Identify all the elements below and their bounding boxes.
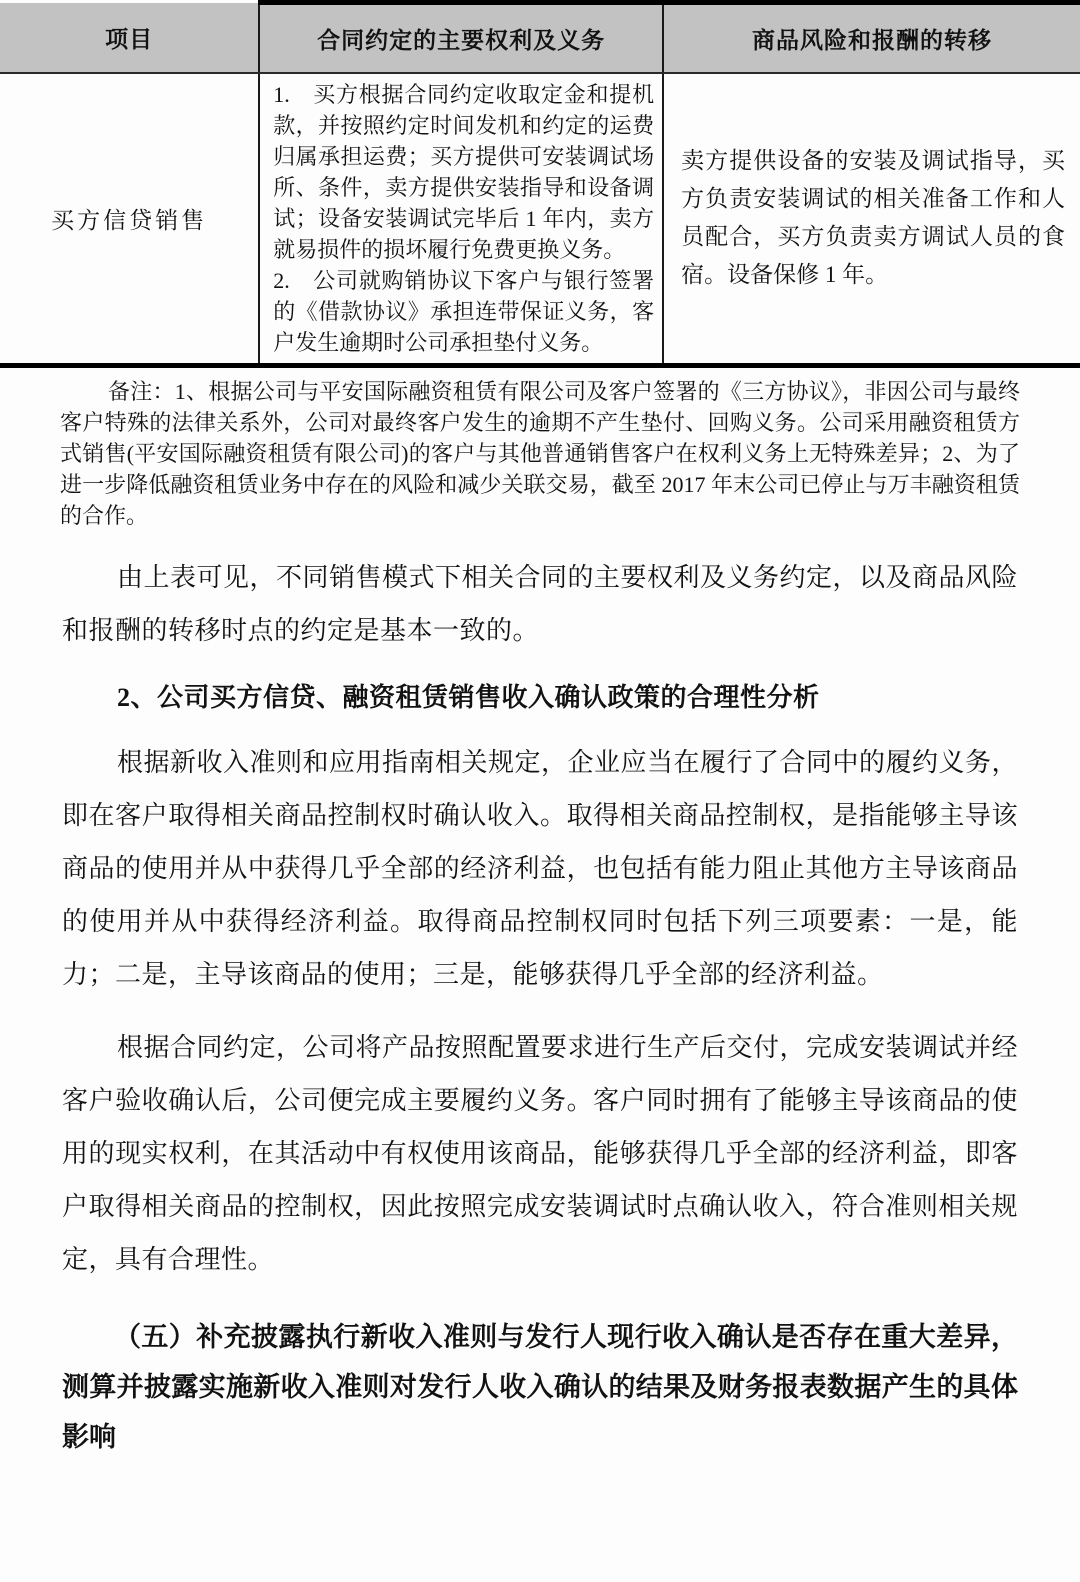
table-header-rights-obligations: 合同约定的主要权利及义务 (259, 3, 663, 73)
table-remark: 备注：1、根据公司与平安国际融资租赁有限公司及客户签署的《三方协议》，非因公司与最终客户特殊的法律关系外，公司对最终客户发生的逾期不产生垫付、回购义务。公司采用融资租赁方式销售(平安国际融资租赁有限公司)的客户与其他普通销售客户在权利义务上无特殊差异；2、为了进一步降低融资租赁业务中存在的风险和减少关联交易，截至 2017 年末公司已停止与万丰融资租赁的合作。 (60, 378, 1020, 528)
rights-obligation-item-1: 1. 买方根据合同约定收取定金和提机款，并按照约定时间发机和约定的运费归属承担运费；买方提供可安装调试场所、条件，卖方提供安装指导和设备调试；设备安装调试完毕后 1 年内，卖方就易损件的损坏履行免费更换义务。 (273, 81, 655, 262)
cell-sales-mode: 买方信贷销售 (0, 73, 259, 366)
heading-rationality-analysis: 2、公司买方信贷、融资租赁销售收入确认政策的合理性分析 (117, 682, 820, 712)
table-header-risk-transfer: 商品风险和报酬的转移 (663, 3, 1080, 73)
rights-obligation-item-2: 2. 公司就购销协议下客户与银行签署的《借款协议》承担连带保证义务，客户发生逾期时公司承担垫付义务。 (273, 267, 655, 355)
paragraph-revenue-standard: 根据新收入准则和应用指南相关规定，企业应当在履行了合同中的履约义务，即在客户取得相关商品控制权时确认收入。取得相关商品控制权，是指能够主导该商品的使用并从中获得几乎全部的经济利益，也包括有能力阻止其他方主导该商品的使用并从中获得经济利益。取得商品控制权同时包括下列三项要素：一是，能力；二是，主导该商品的使用；三是，能够获得几乎全部的经济利益。 (62, 747, 1019, 989)
cell-rights-obligations (259, 73, 663, 366)
paragraph-contract-performance: 根据合同约定，公司将产品按照配置要求进行生产后交付，完成安装调试并经客户验收确认后，公司便完成主要履约义务。客户同时拥有了能够主导该商品的使用的现实权利，在其活动中有权使用该商品，能够获得几乎全部的经济利益，即客户取得相关商品的控制权，因此按照完成安装调试时点确认收入，符合准则相关规定，具有合理性。 (62, 1032, 1019, 1274)
table-row-buyer-credit-sales (0, 73, 1080, 366)
sales-mode-table (0, 0, 1080, 368)
paragraph-table-summary: 由上表可见，不同销售模式下相关合同的主要权利及义务约定，以及商品风险和报酬的转移时点的约定是基本一致的。 (62, 562, 1019, 645)
table-header-item: 项目 (0, 3, 259, 73)
cell-risk-transfer: 卖方提供设备的安装及调试指导，买方负责安装调试的相关准备工作和人员配合，买方负责卖方调试人员的食宿。设备保修 1 年。 (663, 73, 1080, 366)
heading-supplementary-disclosure: （五）补充披露执行新收入准则与发行人现行收入确认是否存在重大差异，测算并披露实施新收入准则对发行人收入确认的结果及财务报表数据产生的具体影响 (62, 1321, 1018, 1452)
table-header-row (0, 3, 1080, 73)
